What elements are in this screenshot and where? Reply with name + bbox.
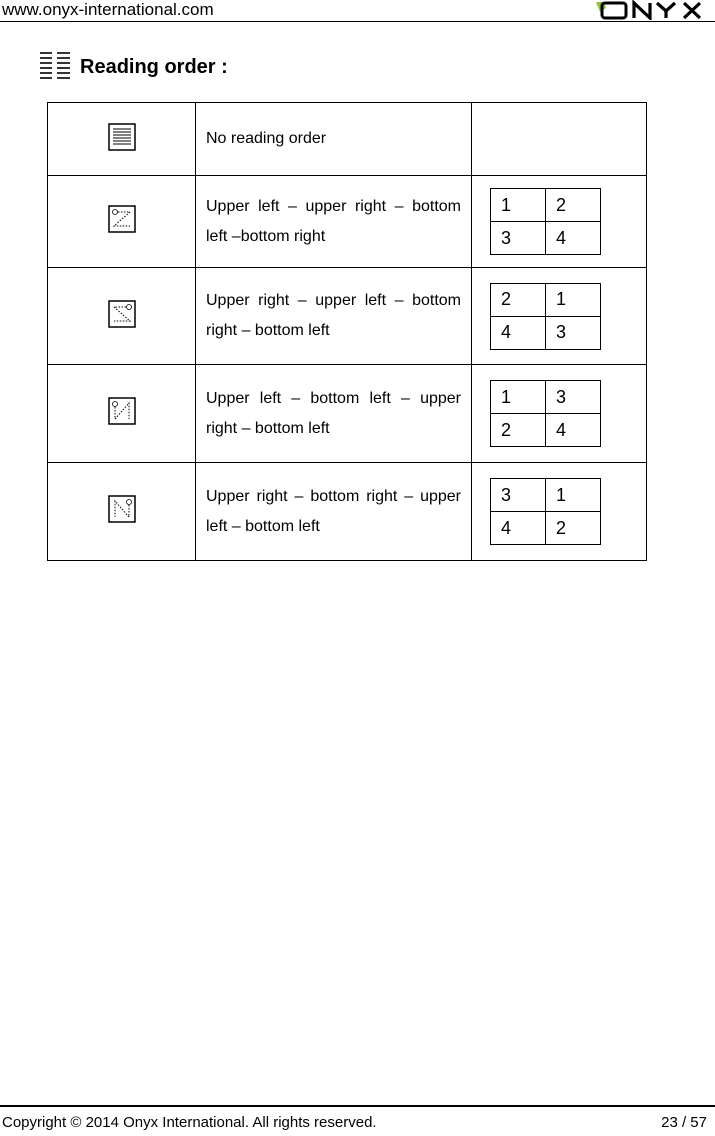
- page-number: 23 / 57: [661, 1114, 707, 1131]
- grid-cell-empty: [472, 103, 647, 176]
- description-text: No reading order: [206, 130, 327, 147]
- page-header: [0, 0, 715, 22]
- description-text: Upper left – upper right – bottom left –bottom right: [206, 197, 461, 245]
- upper-left-bottom-left-icon[interactable]: [108, 397, 136, 425]
- page-order-grid: [490, 478, 601, 545]
- grid-number: 2: [491, 283, 546, 316]
- table-row: [48, 176, 647, 268]
- section-heading: [38, 50, 228, 84]
- icon-cell: [48, 103, 196, 176]
- grid-number: 1: [546, 479, 601, 512]
- description-text: Upper left – bottom left – upper right – bottom left: [206, 389, 461, 437]
- grid-number: 2: [546, 512, 601, 545]
- onyx-logo: [594, 0, 714, 20]
- icon-cell: [48, 463, 196, 561]
- grid-number: 4: [546, 414, 601, 447]
- description-text: Upper right – bottom right – upper left – bottom left: [206, 487, 461, 535]
- grid-number: 1: [491, 381, 546, 414]
- description-cell: [196, 103, 472, 176]
- footer-copyright: Copyright © 2014 Onyx International. All rights reserved.: [2, 1114, 377, 1131]
- grid-cell: [472, 365, 647, 463]
- page-order-grid: [490, 380, 601, 447]
- table-row: [48, 268, 647, 365]
- grid-cell: [472, 268, 647, 365]
- grid-number: 3: [546, 316, 601, 349]
- page-order-grid: [490, 283, 601, 350]
- description-cell: [196, 268, 472, 365]
- grid-number: 4: [546, 222, 601, 255]
- table-row: [48, 463, 647, 561]
- page-order-grid: [490, 188, 601, 255]
- icon-cell: [48, 176, 196, 268]
- grid-number: 4: [491, 316, 546, 349]
- table-row: [48, 103, 647, 176]
- description-cell: [196, 176, 472, 268]
- grid-number: 3: [491, 479, 546, 512]
- reading-order-icon: [38, 50, 72, 84]
- grid-number: 3: [546, 381, 601, 414]
- description-cell: [196, 463, 472, 561]
- upper-left-upper-right-icon[interactable]: [108, 205, 136, 233]
- grid-number: 4: [491, 512, 546, 545]
- grid-number: 1: [491, 189, 546, 222]
- section-title: Reading order :: [80, 55, 228, 78]
- header-divider: [0, 21, 715, 22]
- upper-right-upper-left-icon[interactable]: [108, 300, 136, 328]
- grid-cell: [472, 176, 647, 268]
- table-row: [48, 365, 647, 463]
- reading-order-table: [47, 102, 647, 561]
- grid-number: 2: [546, 189, 601, 222]
- grid-number: 3: [491, 222, 546, 255]
- header-url[interactable]: www.onyx-international.com: [2, 0, 214, 19]
- grid-cell: [472, 463, 647, 561]
- upper-right-bottom-right-icon[interactable]: [108, 495, 136, 523]
- description-cell: [196, 365, 472, 463]
- description-text: Upper right – upper left – bottom right – bottom left: [206, 292, 461, 339]
- icon-cell: [48, 365, 196, 463]
- no-reading-order-icon[interactable]: [108, 123, 136, 151]
- footer-divider: [0, 1105, 715, 1107]
- grid-number: 2: [491, 414, 546, 447]
- icon-cell: [48, 268, 196, 365]
- grid-number: 1: [546, 283, 601, 316]
